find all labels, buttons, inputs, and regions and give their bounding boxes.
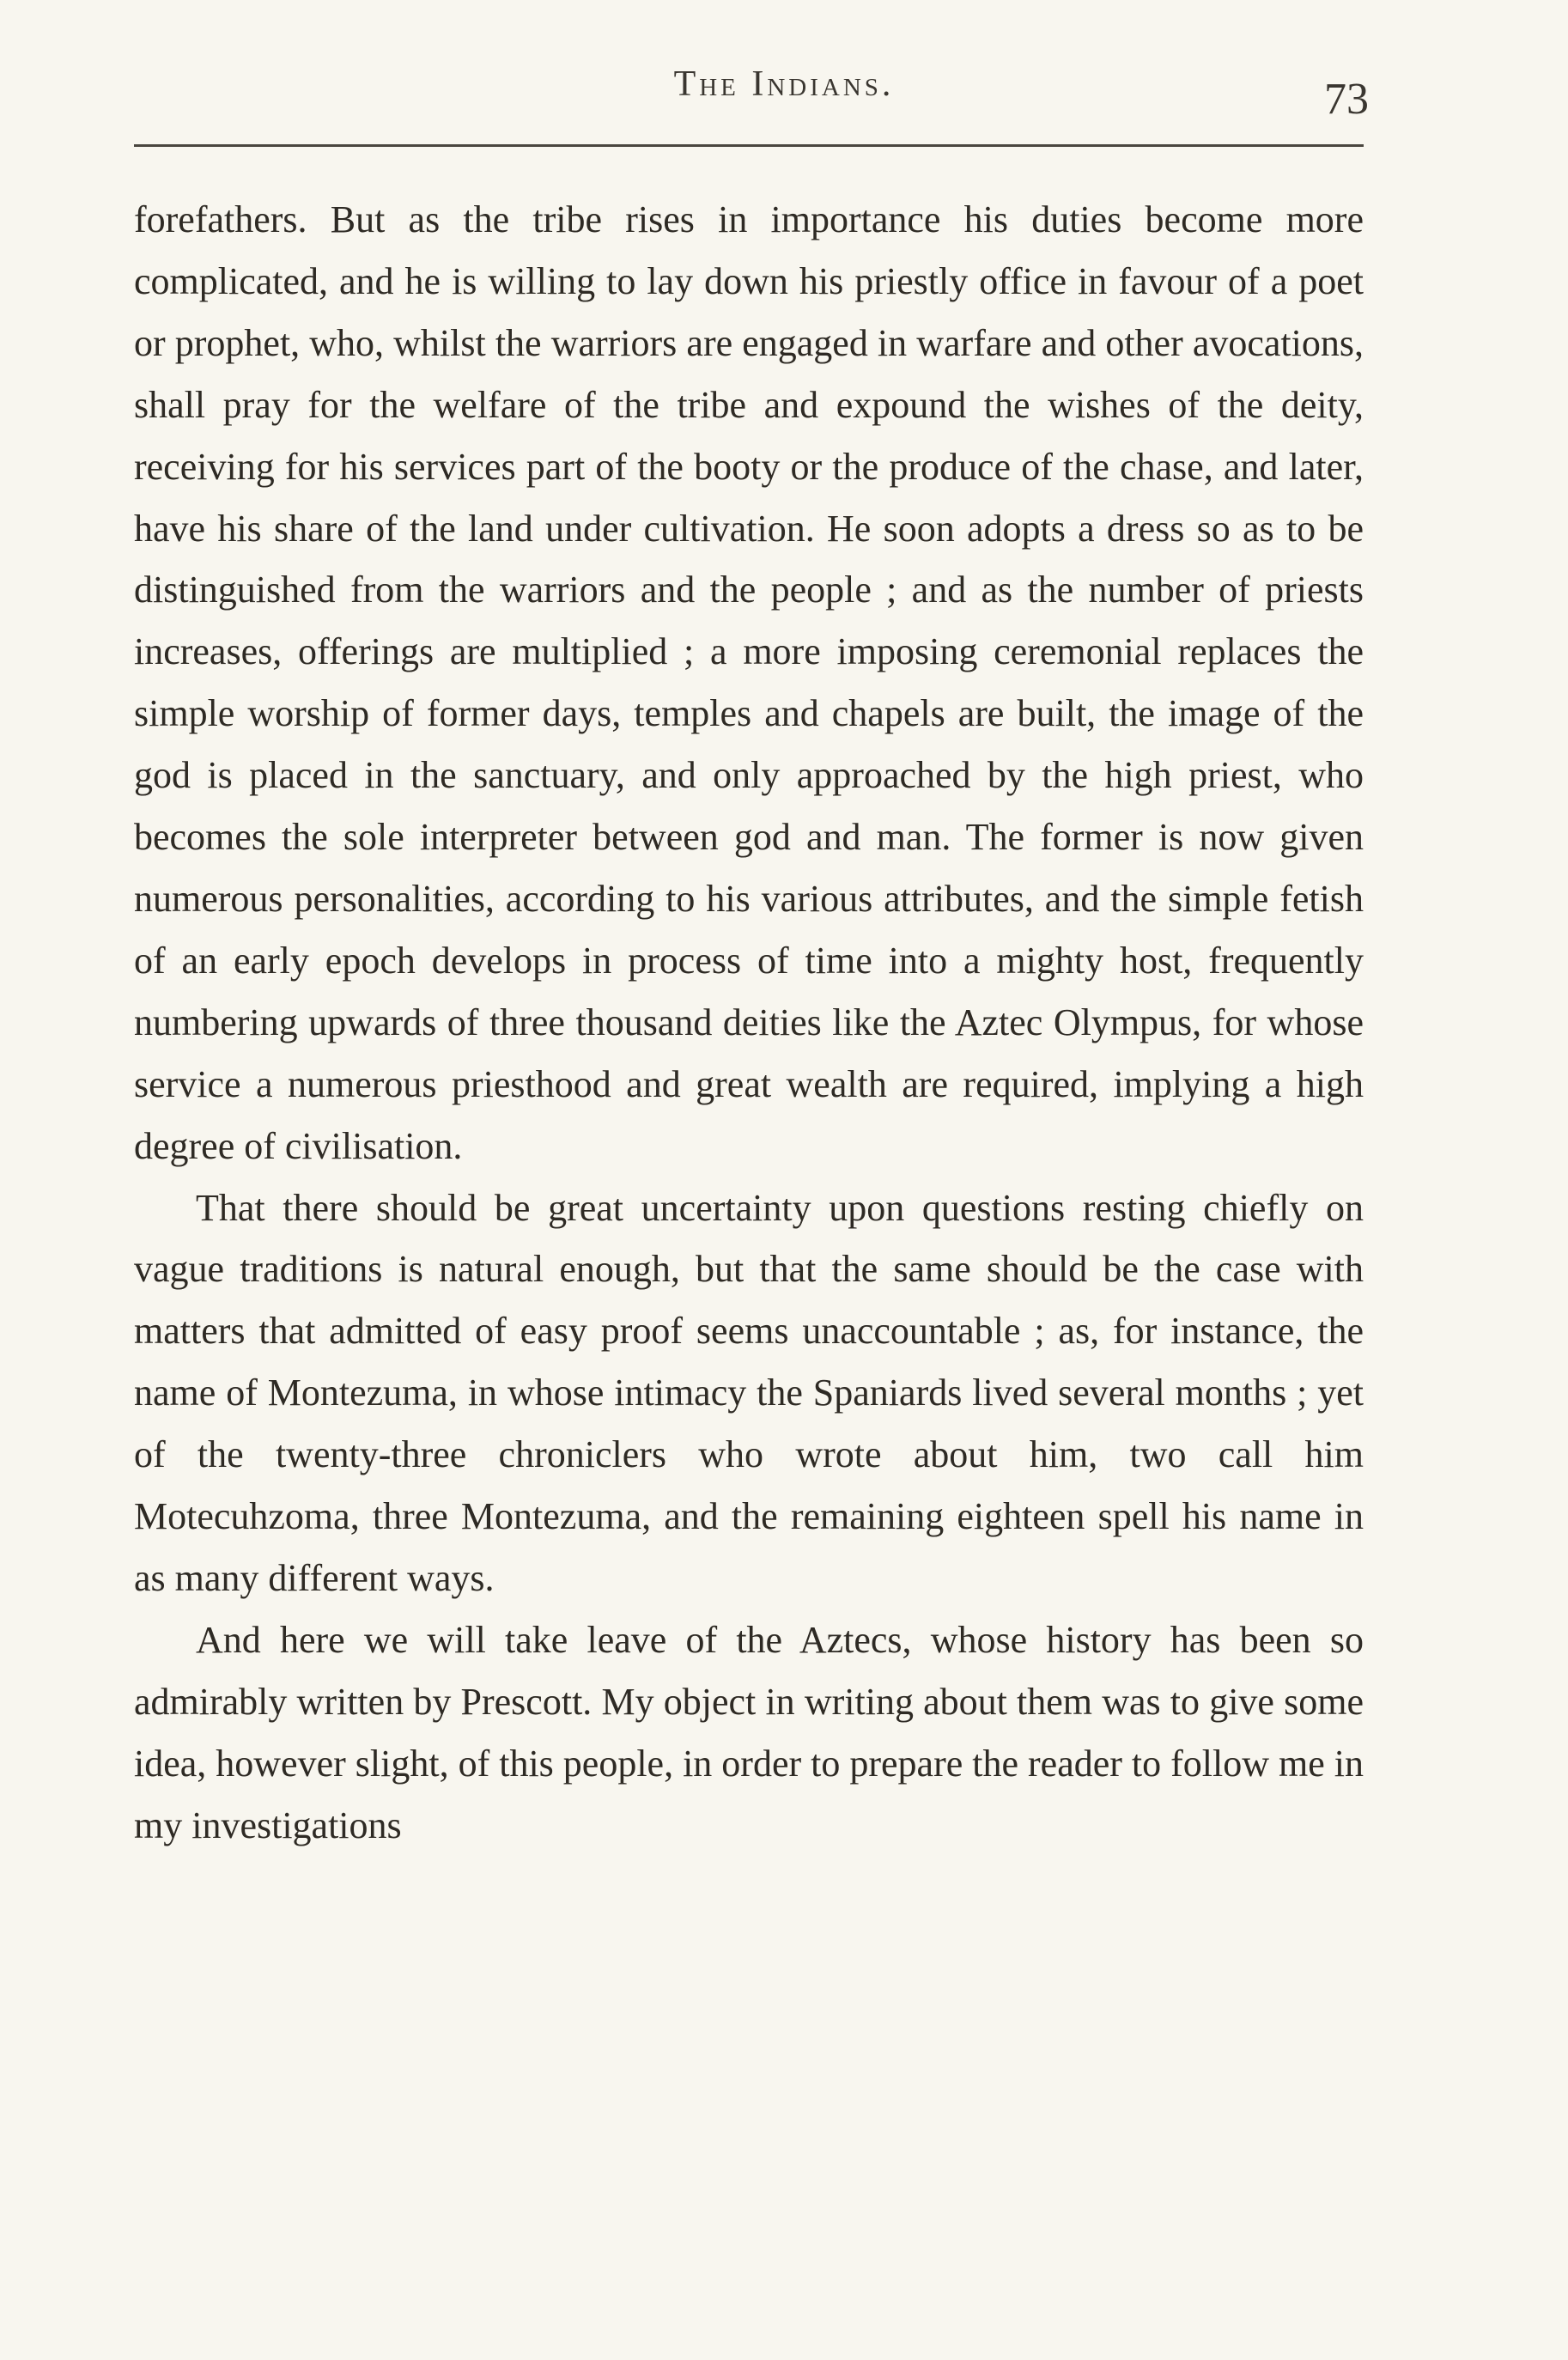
body-text <box>134 189 1364 1856</box>
paragraph-2: That there should be great uncertainty upon questions resting chiefly on vague traditions is natural enough, but that the same should be the case with matters that admitted of easy proof seems unaccountable ; as, for instance, the name of Montezuma, in whose intimacy the Spaniards lived several months ; yet of the twenty-three chroniclers who wrote about him, two call him Motecuhzoma, three Montezuma, and the remaining eighteen spell his name in as many different ways. <box>134 1186 1364 1599</box>
running-title: The Indians. <box>673 64 895 104</box>
paragraph-3: And here we will take leave of the Aztecs, whose history has been so admirably written by Prescott. My object in writing about them was to give some idea, however slight, of this people, in order to prepare the reader to follow me in my investigations <box>134 1618 1364 1846</box>
running-head <box>0 58 1568 124</box>
page-number: 73 <box>1324 75 1369 124</box>
paragraph-1: forefathers. But as the tribe rises in importance his duties become more complicated, and he is willing to lay down his priestly office in favour of a poet or prophet, who, whilst the warriors are engaged in warfare and other avocations, shall pray for the welfare of the tribe and expound the wishes of the deity, receiving for his services part of the booty or the produce of the chase, and later, have his share of the land under cultivation. He soon adopts a dress so as to be distinguished from the warriors and the people ; and as the number of priests increases, offerings are multiplied ; a more imposing ceremonial replaces the simple worship of former days, temples and chapels are built, the image of the god is placed in the sanctuary, and only approached by the high priest, who becomes the sole interpreter between god and man. The former is now given numerous personalities, according to his various attributes, and the simple fetish of an early epoch develops in process of time into a mighty host, frequently numbering upwards of three thousand deities like the Aztec Olympus, for whose service a numerous priesthood and great wealth are required, implying a high degree of civilisation. <box>134 198 1364 1167</box>
header-rule <box>134 144 1364 147</box>
